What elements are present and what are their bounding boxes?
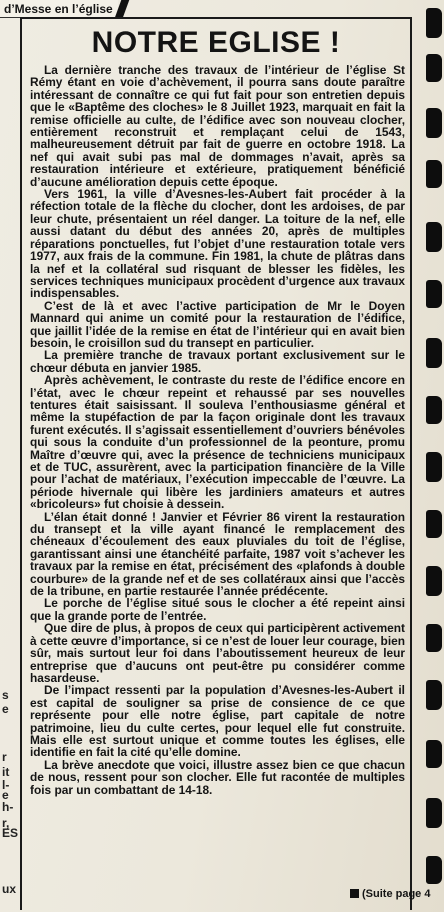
binding-ring: [426, 510, 442, 538]
binding-ring: [426, 798, 442, 828]
paragraph: Que dire de plus, à propos de ceux qui participèrent activement à cette œuvre d’importance, si ce n’est de louer leur courage, bien sûr, mais surtout leur foi dans l’aboutissement heureux de leur entreprise que d’aucuns ont peut-être pu considérer comme hasardeuse.: [30, 621, 405, 685]
margin-fragment: h-: [2, 800, 14, 814]
margin-fragment: ES: [2, 826, 19, 840]
article-title: NOTRE EGLISE !: [91, 26, 341, 59]
margin-fragment: e: [2, 702, 9, 716]
binding-ring: [426, 108, 442, 138]
margin-fragment: it: [2, 765, 10, 779]
margin-fragment: l-: [2, 778, 10, 792]
margin-fragment: e: [2, 788, 9, 802]
binding-ring: [426, 160, 442, 188]
paragraph: Après achèvement, le contraste du reste de l’édifice encore en l’état, avec le chœur repeint et rehaussé par ses nouvelles tentures était saisissant. Il souleva l’enthousiasme général et même la stupéfaction de par la façon originale dont les travaux furent exécutés. Il s’agissait essentiellement d’ouvriers bénévoles qui sous la conduite d’un professionnel de la peonture, promu Maître d’œuvre qui, avec la présence de techniciens municipaux et de TUC, assurèrent, avec la participation financière de la Ville pour l’achat de matériaux, l’exécution impeccable de l’œuvre. La période hivernale qui libère les jardiniers amateurs et autres «bricoleurs» fut choisie à dessein.: [30, 373, 405, 512]
paragraph: Le porche de l’église situé sous le clocher a été repeint ainsi que la grande porte de l’entrée.: [30, 596, 405, 623]
paragraph: C’est de là et avec l’active participation de Mr le Doyen Mannard qui anime un comité pour la restauration de l’édifice, que jaillit l’idée de la remise en état de l’intérieur qui en avait bien besoin, le croisillon sud du transept en particulier.: [30, 298, 405, 350]
section-header: d’Messe en l’église: [0, 0, 118, 18]
margin-fragment: s: [2, 688, 9, 702]
margin-fragment: r: [2, 750, 7, 764]
binding-ring: [426, 566, 442, 596]
paragraph: La brève anecdote que voici, illustre assez bien ce que chacun de nous, ressent pour son clocher. Elle fut racontée de multiples fois par un combattant de 14-18.: [30, 757, 405, 797]
continued-notice: [350, 888, 430, 900]
binding-ring: [426, 396, 442, 424]
binding-ring: [426, 280, 442, 308]
paragraph: La dernière tranche des travaux de l’intérieur de l’église St Rémy étant en voie d’achèvement, il pourra sans doute paraître intéressant de connaître ce qui fut fait pour son entretien depuis que le «Baptême des cloches» le 8 Juillet 1923, marquait en fait la remise officielle au culte, de l’édifice avec son nouveau clocher, entièrement reconstruit et remplaçant celui de 1543, malheureusement détruit par fait de guerre en octobre 1918. La nef qui avait subi pas mal de dommages n’avait, après sa restauration intérieure et extérieure, pratiquement bénéficié d’aucune amélioration depuis cette époque.: [30, 63, 405, 189]
binding-ring: [426, 8, 442, 38]
spiral-binding: [422, 0, 444, 912]
binding-ring: [426, 680, 442, 710]
binding-ring: [426, 222, 442, 252]
margin-fragment: ux: [2, 882, 17, 896]
binding-ring: [426, 856, 442, 884]
binding-ring: [426, 624, 442, 652]
square-bullet-icon: [350, 889, 359, 898]
paragraph: Vers 1961, la ville d’Avesnes-les-Aubert fait procéder à la réfection totale de la flèche du clocher, dont les ardoises, de par leur chute, présentaient un réel danger. La toiture de la nef, elle aussi datant du début des années 20, après de multiples réparations ponctuelles, fut l’objet d’une restauration totale vers 1977, aux frais de la commune. Fin 1981, la chute de plâtras dans la nef et la collatéral sud risquant de blesser les fidèles, les services techniques municipaux procèdent d’urgence aux travaux indispensables.: [30, 187, 405, 301]
binding-ring: [426, 740, 442, 768]
paragraph: La première tranche de travaux portant exclusivement sur le chœur débuta en janvier 1985.: [30, 348, 405, 375]
binding-ring: [426, 338, 442, 368]
paragraph: De l’impact ressenti par la population d’Avesnes-les-Aubert il est capital de souligner sa prise de consience de ce que représente pour elle notre église, part capitale de notre patrimoine, lieu du culte certes, pour lequel elle fut construite. Mais elle est surtout unique et comme toutes les églises, elle identifie en fait la cité qu’elle domine.: [30, 683, 405, 760]
paragraph: L’élan était donné ! Janvier et Février 86 virent la restauration du transept et la ville ayant financé le remplacement des chéneaux d’écoulement des eaux pluviales du toit de l’église, garantissant ainsi une étanchéité parfaite, 1987 voit s’achever les travaux par la remise en état, précisément des «plafonds à double courbure» de la grande nef et de ses collatéraux ainsi que l’accès de la tribune, en partie restaurée l’année prédécente.: [30, 509, 405, 599]
margin-fragment: r,: [2, 816, 10, 830]
binding-ring: [426, 452, 442, 482]
adjacent-column-fragments: [0, 560, 19, 910]
continued-label: (Suite page 4: [362, 888, 431, 900]
article-body: [30, 64, 405, 796]
binding-ring: [426, 54, 442, 82]
